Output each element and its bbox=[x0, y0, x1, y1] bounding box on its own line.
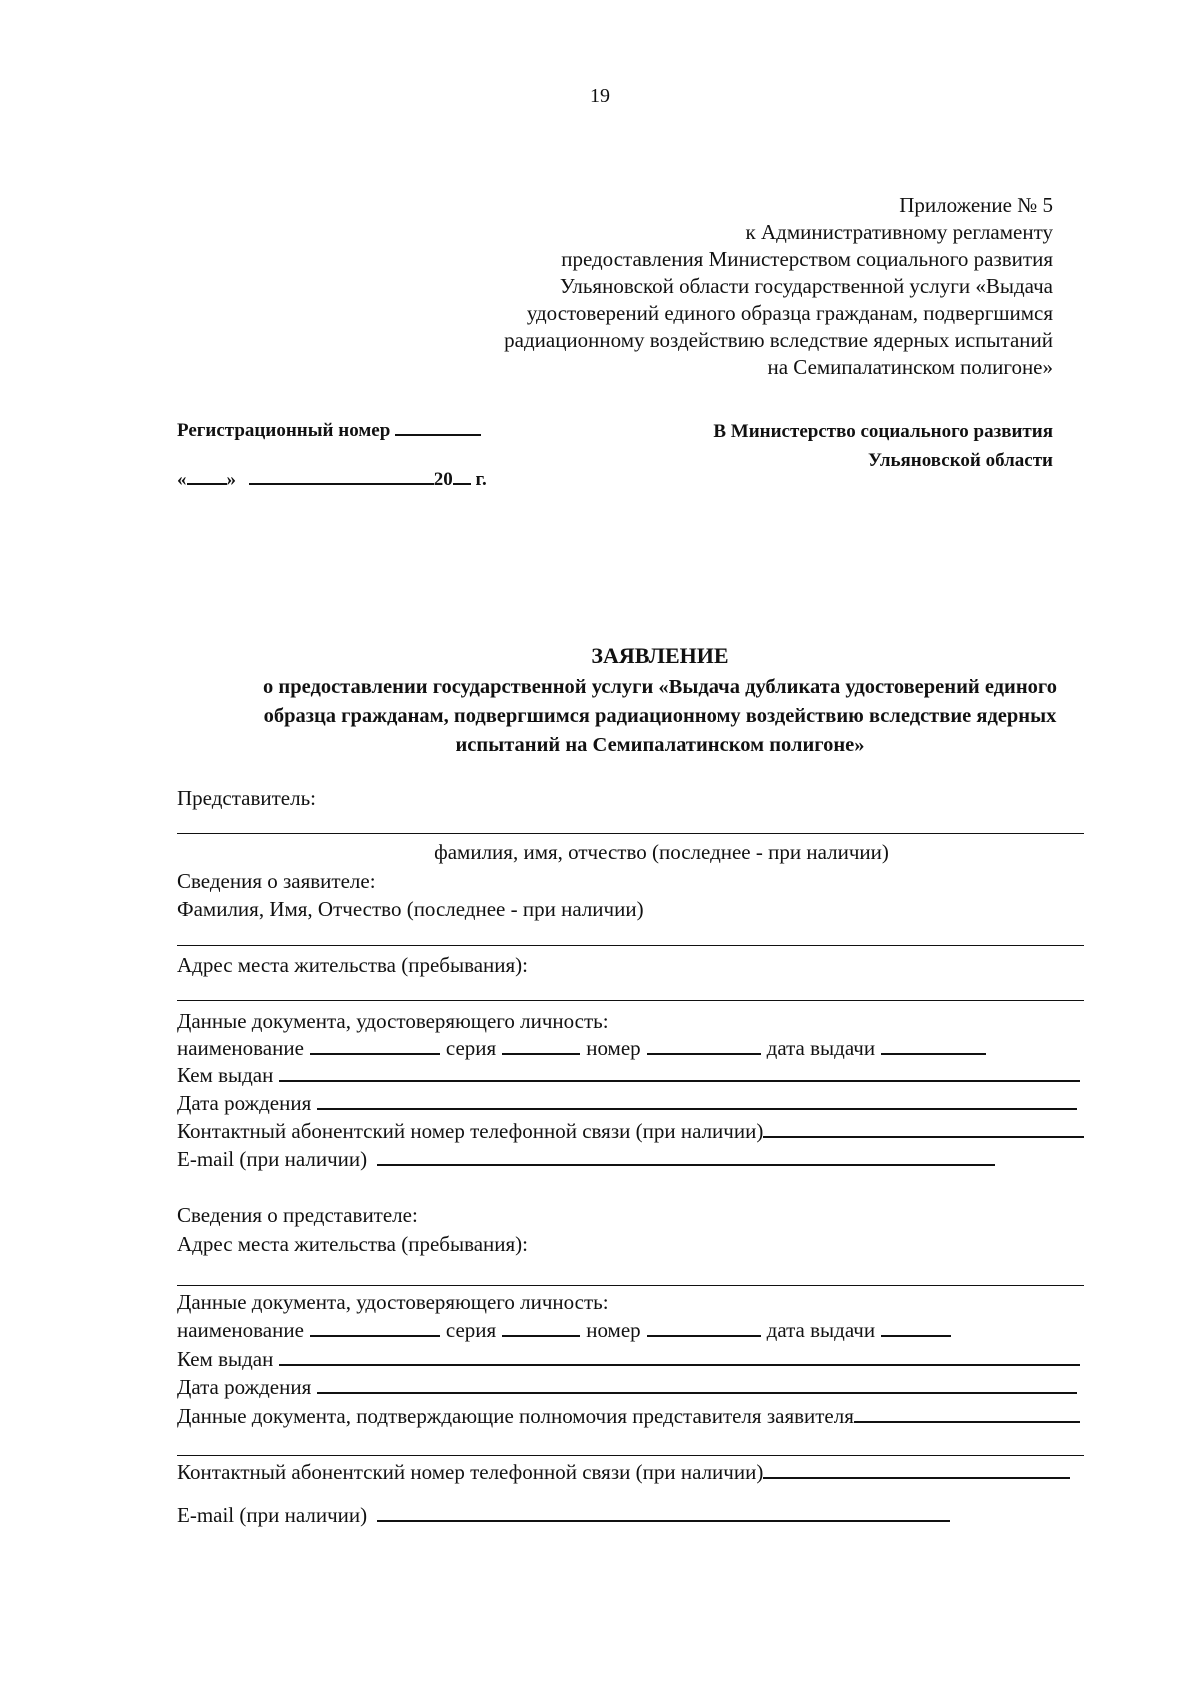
rep-birth-date-field[interactable] bbox=[317, 1375, 1077, 1394]
document-title: ЗАЯВЛЕНИЕ bbox=[591, 643, 729, 668]
representative-label: Представитель: bbox=[177, 786, 317, 810]
rep-email-label: E-mail (при наличии) bbox=[177, 1503, 368, 1527]
rep-authority-row bbox=[177, 1404, 1080, 1430]
rep-doc-series-field[interactable] bbox=[502, 1318, 580, 1337]
birth-date-label: Дата рождения bbox=[177, 1091, 312, 1115]
email-field[interactable] bbox=[377, 1147, 995, 1166]
subtitle-line: образца гражданам, подвергшимся радиационному воздействию вследствие ядерных bbox=[263, 705, 1057, 727]
year-field[interactable] bbox=[453, 466, 471, 485]
applicant-id-doc-label: Данные документа, удостоверяющего личность: bbox=[177, 1009, 609, 1033]
applicant-birth-row bbox=[177, 1091, 1077, 1117]
registration-date bbox=[177, 466, 487, 491]
appendix-line: Приложение № 5 bbox=[899, 193, 1053, 217]
rep-authority-field-continued[interactable] bbox=[177, 1455, 1084, 1456]
registration-number bbox=[177, 417, 481, 442]
rep-address-field[interactable] bbox=[177, 1285, 1084, 1286]
rep-doc-issue-date-field[interactable] bbox=[881, 1318, 951, 1337]
appendix-header bbox=[413, 192, 1053, 381]
rep-phone-label: Контактный абонентский номер телефонной связи (при наличии) bbox=[177, 1460, 764, 1484]
applicant-address-field[interactable] bbox=[177, 1000, 1084, 1001]
rep-authority-label: Данные документа, подтверждающие полномочия представителя заявителя bbox=[177, 1404, 854, 1428]
rep-issued-by-label: Кем выдан bbox=[177, 1347, 274, 1371]
issued-by-field[interactable] bbox=[279, 1063, 1080, 1082]
date-quote-open: « bbox=[177, 469, 187, 490]
rep-id-doc-label: Данные документа, удостоверяющего личность: bbox=[177, 1290, 609, 1314]
email-label: E-mail (при наличии) bbox=[177, 1147, 368, 1171]
applicant-phone-row bbox=[177, 1119, 1084, 1145]
appendix-line: на Семипалатинском полигоне» bbox=[767, 355, 1053, 379]
page-number: 19 bbox=[590, 85, 610, 107]
applicant-fio-field[interactable] bbox=[177, 945, 1084, 946]
rep-address-label: Адрес места жительства (пребывания): bbox=[177, 1232, 529, 1256]
addressee bbox=[633, 417, 1053, 475]
document-subtitle bbox=[175, 673, 1145, 760]
rep-issued-by-row bbox=[177, 1347, 1080, 1373]
rep-email-field[interactable] bbox=[377, 1503, 950, 1522]
phone-label: Контактный абонентский номер телефонной связи (при наличии) bbox=[177, 1119, 764, 1143]
rep-doc-issue-date-label: дата выдачи bbox=[766, 1318, 876, 1342]
doc-number-field[interactable] bbox=[647, 1036, 761, 1055]
day-field[interactable] bbox=[187, 466, 227, 485]
rep-email-row bbox=[177, 1503, 950, 1529]
applicant-email-row bbox=[177, 1147, 995, 1173]
fio-caption: фамилия, имя, отчество (последнее - при наличии) bbox=[434, 840, 889, 864]
appendix-line: радиационному воздействию вследствие ядерных испытаний bbox=[504, 328, 1053, 352]
addressee-line: Ульяновской области bbox=[868, 450, 1053, 471]
issued-by-label: Кем выдан bbox=[177, 1063, 274, 1087]
rep-phone-field[interactable] bbox=[763, 1460, 1070, 1479]
birth-date-field[interactable] bbox=[317, 1091, 1077, 1110]
representative-name-field[interactable] bbox=[177, 833, 1084, 834]
rep-info-label: Сведения о представителе: bbox=[177, 1203, 418, 1227]
rep-doc-name-label: наименование bbox=[177, 1318, 304, 1342]
date-quote-close: » bbox=[226, 469, 236, 490]
doc-issue-date-label: дата выдачи bbox=[766, 1036, 876, 1060]
subtitle-line: о предоставлении государственной услуги «Выдача дубликата удостоверений единого bbox=[263, 676, 1057, 698]
rep-doc-series-label: серия bbox=[445, 1318, 497, 1342]
applicant-address-label: Адрес места жительства (пребывания): bbox=[177, 953, 529, 977]
doc-name-field[interactable] bbox=[310, 1036, 440, 1055]
applicant-fio-label: Фамилия, Имя, Отчество (последнее - при наличии) bbox=[177, 897, 644, 921]
doc-series-label: серия bbox=[445, 1036, 497, 1060]
doc-issue-date-field[interactable] bbox=[881, 1036, 986, 1055]
doc-number-label: номер bbox=[586, 1036, 641, 1060]
rep-birth-date-label: Дата рождения bbox=[177, 1375, 312, 1399]
rep-doc-name-field[interactable] bbox=[310, 1318, 440, 1337]
rep-doc-number-label: номер bbox=[586, 1318, 641, 1342]
month-field[interactable] bbox=[249, 466, 434, 485]
appendix-line: удостоверений единого образца гражданам, подвергшимся bbox=[526, 301, 1053, 325]
applicant-id-row bbox=[177, 1036, 1077, 1062]
subtitle-line: испытаний на Семипалатинском полигоне» bbox=[455, 734, 865, 756]
year-suffix: г. bbox=[475, 469, 487, 490]
doc-name-label: наименование bbox=[177, 1036, 304, 1060]
applicant-issued-by-row bbox=[177, 1063, 1080, 1089]
addressee-line: В Министерство социального развития bbox=[713, 421, 1053, 442]
doc-series-field[interactable] bbox=[502, 1036, 580, 1055]
registration-number-field[interactable] bbox=[395, 417, 481, 436]
rep-phone-row bbox=[177, 1460, 1070, 1486]
rep-authority-field[interactable] bbox=[854, 1404, 1080, 1423]
phone-field[interactable] bbox=[763, 1119, 1084, 1138]
registration-label: Регистрационный номер bbox=[177, 420, 391, 441]
rep-birth-row bbox=[177, 1375, 1077, 1401]
appendix-line: предоставления Министерством социального развития bbox=[561, 247, 1053, 271]
rep-id-row bbox=[177, 1318, 1037, 1344]
rep-doc-number-field[interactable] bbox=[647, 1318, 761, 1337]
year-prefix: 20 bbox=[433, 469, 453, 490]
appendix-line: Ульяновской области государственной услуги «Выдача bbox=[559, 274, 1053, 298]
applicant-info-label: Сведения о заявителе: bbox=[177, 869, 376, 893]
rep-issued-by-field[interactable] bbox=[279, 1347, 1080, 1366]
appendix-line: к Административному регламенту bbox=[745, 220, 1053, 244]
